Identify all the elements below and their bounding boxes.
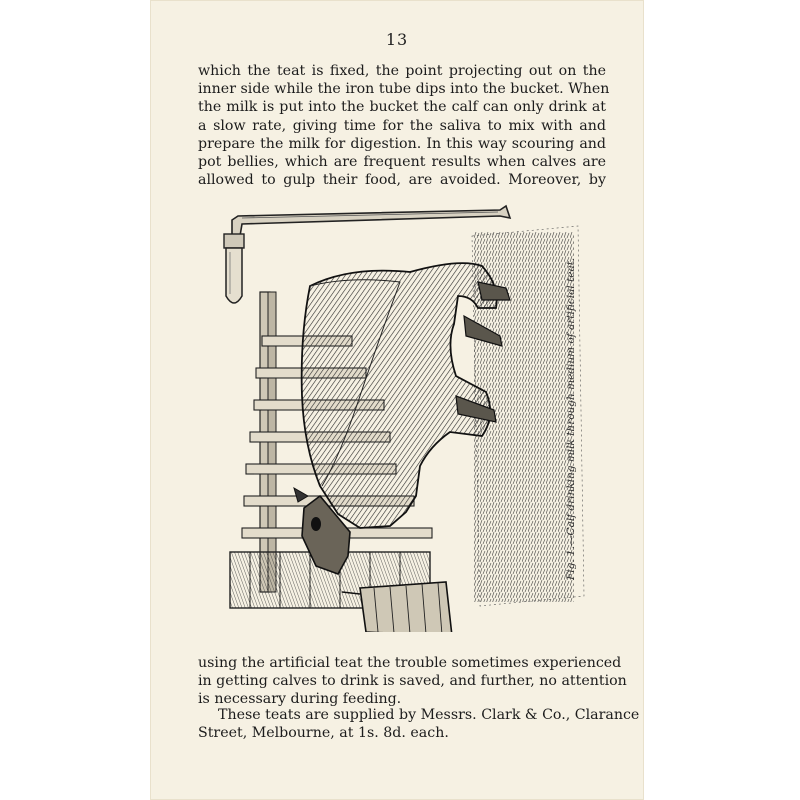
text-line: the milk is put into the bucket the calf can only drink at [198,99,606,116]
text-line: Street, Melbourne, at 1s. 8d. each. [198,725,449,742]
figure-caption: Fig. 1.—Calf drinking milk through medium of artificial teat. [565,257,577,580]
text-line: which the teat is fixed, the point projecting out on the [198,63,606,79]
text-line: is necessary during feeding. [198,691,402,708]
text-line: using the artificial teat the trouble sometimes experienced [198,655,622,671]
text-line: These teats are supplied by Messrs. Clark & Co., Clarance [218,707,640,723]
text-line: pot bellies, which are frequent results when calves are [198,154,606,171]
text-line: allowed to gulp their food, are avoided. Moreover, by [198,172,606,189]
text-line: prepare the milk for digestion. In this way scouring and [198,135,606,152]
text-line: in getting calves to drink is saved, and further, no attention [198,673,627,690]
last-paragraph [198,706,640,742]
page-number: 13 [385,30,409,49]
text-line: a slow rate, giving time for the saliva to mix with and [198,117,606,134]
calf-illustration [210,196,594,632]
calf-engraving-figure [210,196,594,632]
text-line: inner side while the iron tube dips into the bucket. When [198,81,610,98]
top-paragraph [198,62,610,189]
bottom-paragraph [198,654,627,709]
book-page [150,0,644,800]
